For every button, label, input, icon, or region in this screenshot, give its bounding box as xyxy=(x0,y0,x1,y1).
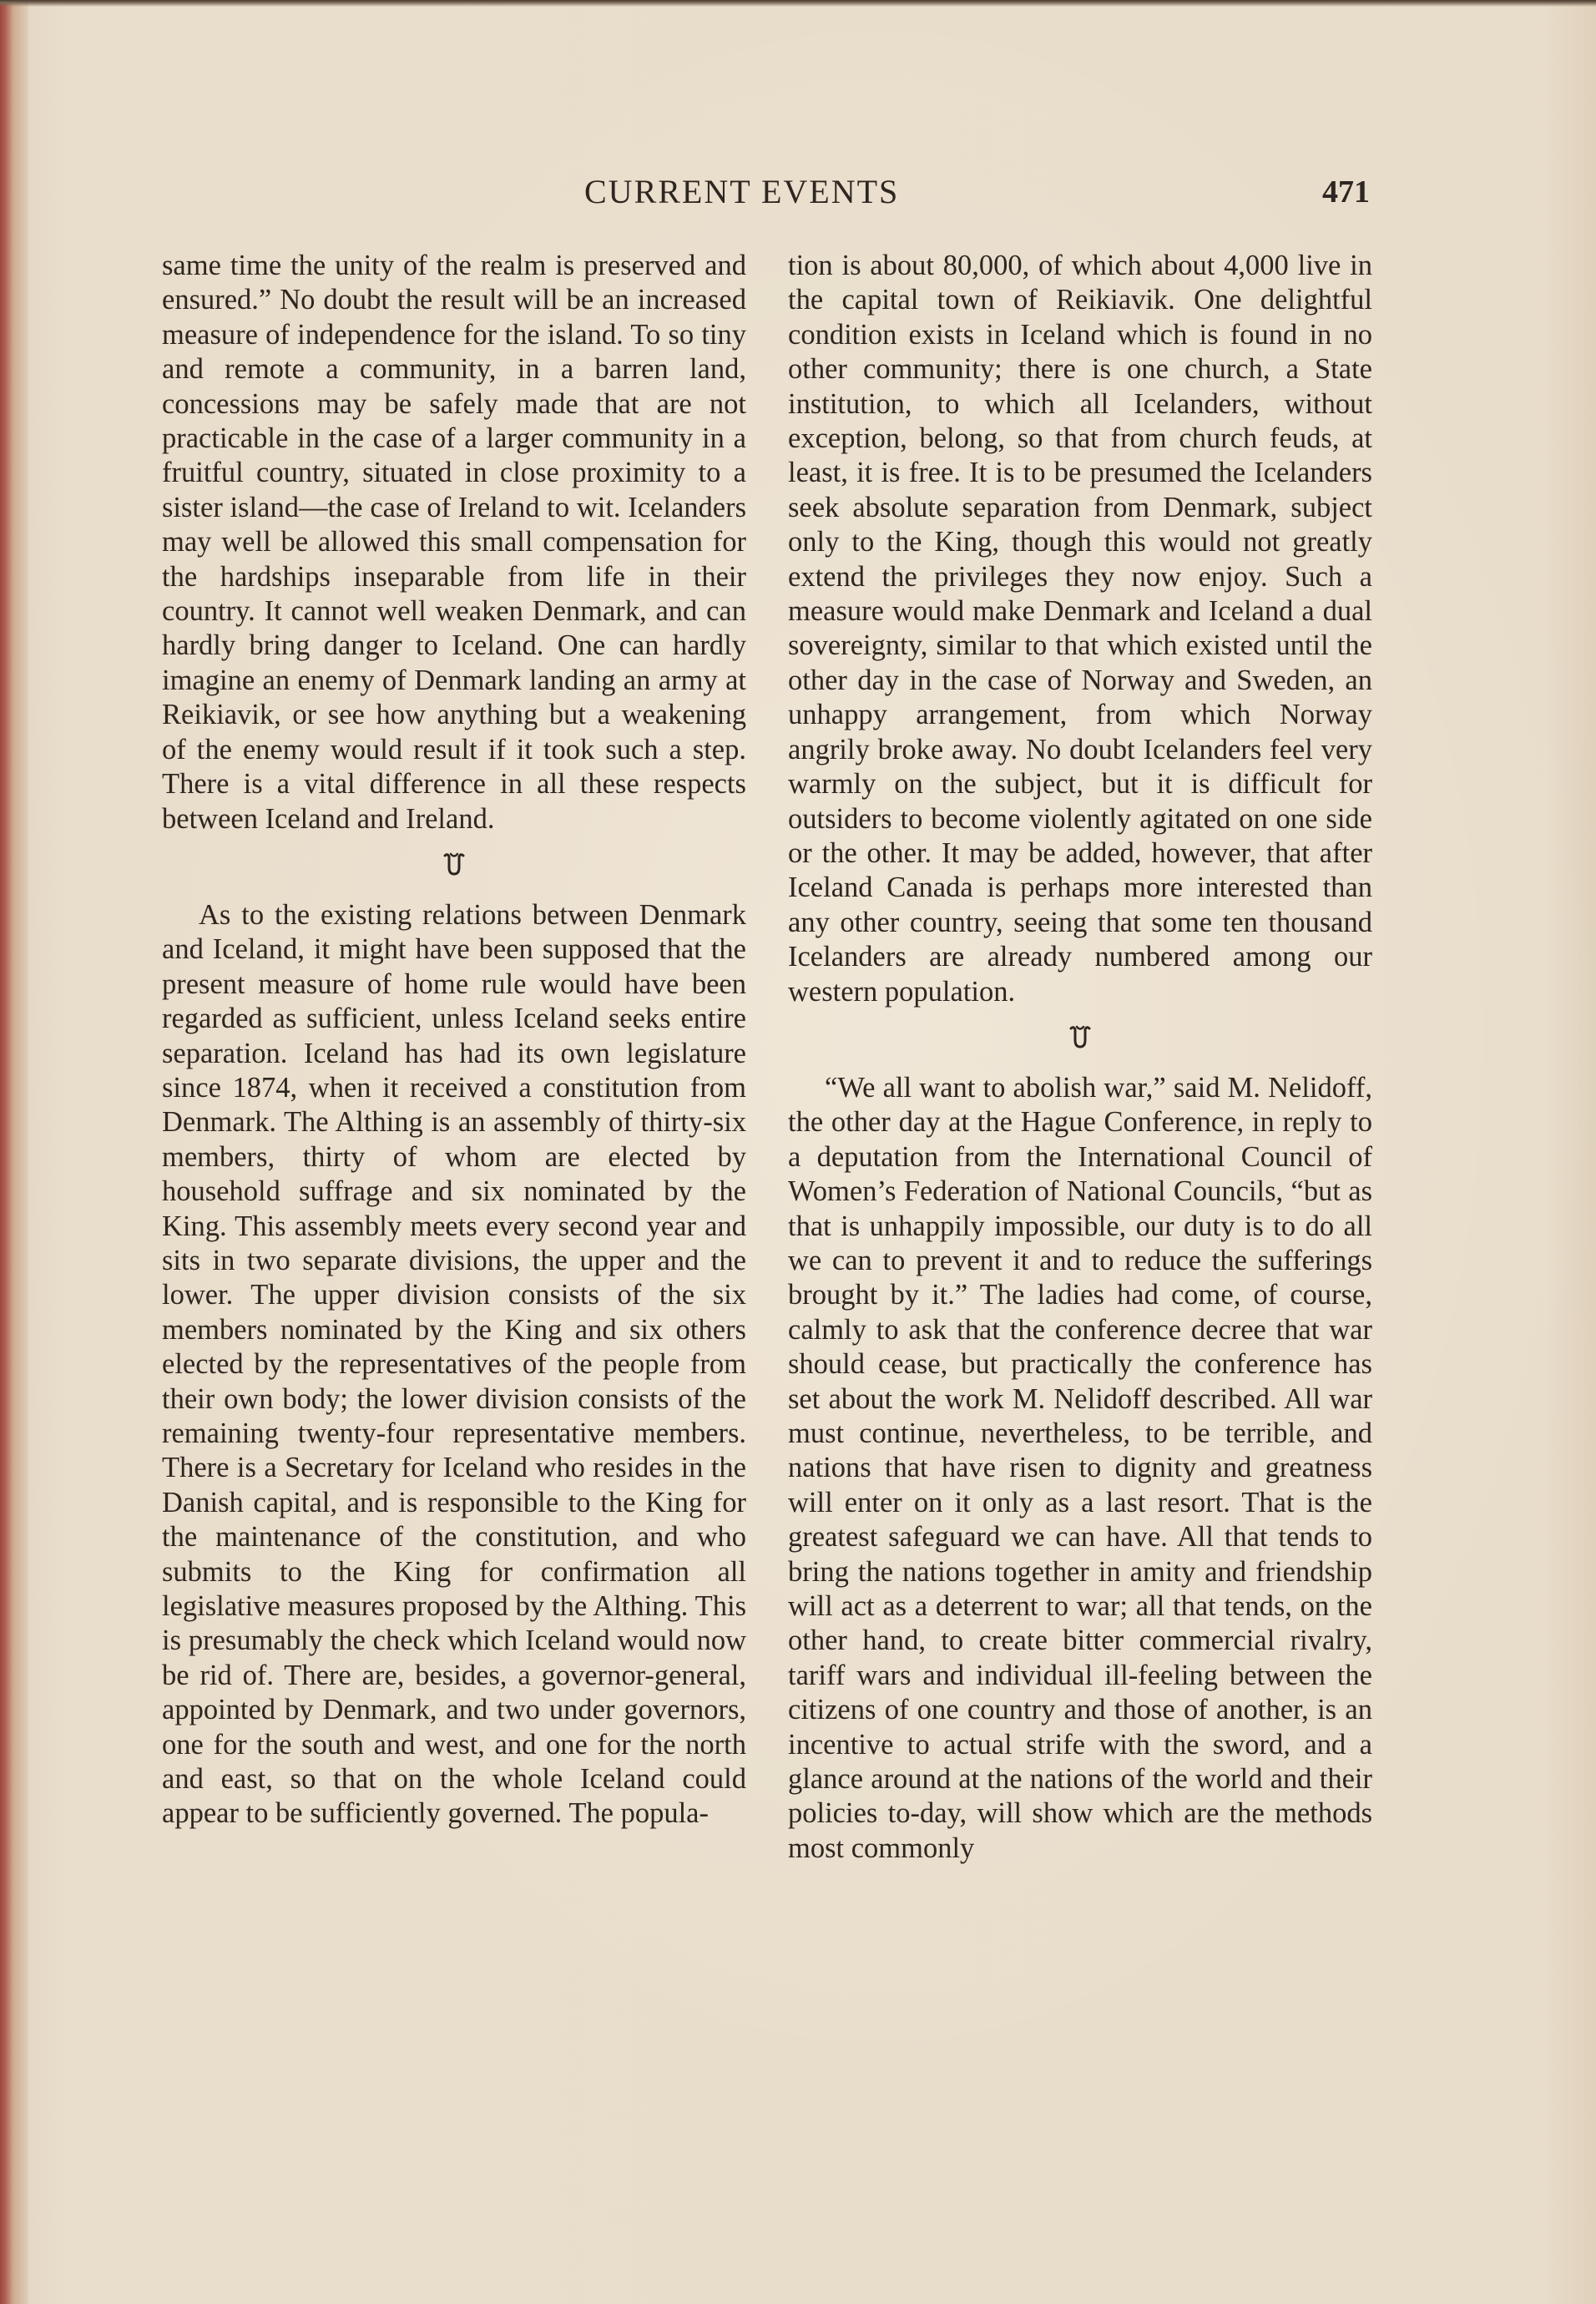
section-ornament-1 xyxy=(162,841,746,882)
right-paragraph-2: “We all want to abolish war,” said M. Nelidoff, the other day at the Hague Conference, in reply to a deputation from the International Council of Women’s Federation of National Councils, “but as that is unhappily impossible, our duty is to do all we can to prevent it and to reduce the sufferings brought by it.” The ladies had come, of course, calmly to ask that the conference decree that war should cease, but practically the conference has set about the work M. Nelidoff described. All war must continue, nevertheless, to be terrible, and nations that have risen to dignity and greatness will enter on it only as a last resort. That is the greatest safeguard we can have. All that tends to bring the nations together in amity and friendship will act as a deterrent to war; all that tends, on the other hand, to create bitter commercial rivalry, tariff wars and individual ill-feeling between the citizens of one country and those of another, is an incentive to actual strife with the sword, and a glance around at the nations of the world and their policies to-day, will show which are the methods most commonly xyxy=(788,1071,1372,1864)
page-top-edge xyxy=(0,0,1596,7)
left-column xyxy=(162,249,746,1832)
fleuron-icon xyxy=(1066,1023,1094,1052)
left-paragraph-1: same time the unity of the realm is preserved and ensured.” No doubt the result will be an increased measure of independence for the island. To so tiny and remote a community, in a barren land, concessions may be safely made that are not practicable in the case of a larger community in a fruitful country, situated in close proximity to a sister island—the case of Ireland to wit. Icelanders may well be allowed this small compensation for the hardships inseparable from life in their country. It cannot well weaken Denmark, and can hardly bring danger to Iceland. One can hardly imagine an enemy of Denmark landing an army at Reikiavik, or see how anything but a weakening of the enemy would result if it took such a step. There is a vital difference in all these respects between Iceland and Ireland. xyxy=(162,250,746,835)
left-paragraph-2: As to the existing relations between Denmark and Iceland, it might have been supposed that the present measure of home rule would have been regarded as sufficient, unless Iceland seeks entire separation. Iceland has had its own legislature since 1874, when it received a constitution from Denmark. The Althing is an assembly of thirty-six members, thirty of whom are elected by household suffrage and six nominated by the King. This assembly meets every second year and sits in two separate divisions, the upper and the lower. The upper division consists of the six members nominated by the King and six others elected by the representatives of the people from their own body; the lower division consists of the remaining twenty-four representative members. There is a Secretary for Iceland who resides in the Danish capital, and is responsible to the King for the maintenance of the constitution, and who submits to the King for confirmation all legislative measures proposed by the Althing. This is presumably the check which Iceland would now be rid of. There are, besides, a governor-general, appointed by Denmark, and two under governors, one for the south and west, and one for the north and east, so that on the whole Iceland could appear to be sufficiently governed. The popula- xyxy=(162,898,746,1830)
page-number: 471 xyxy=(1322,174,1370,210)
fleuron-icon xyxy=(440,851,468,879)
section-ornament-2 xyxy=(788,1014,1372,1054)
page-binding-edge xyxy=(0,0,28,2304)
running-title: CURRENT EVENTS xyxy=(584,173,900,210)
right-paragraph-1: tion is about 80,000, of which about 4,000 live in the capital town of Reikiavik. One delightful condition exists in Iceland which is found in no other community; there is one church, a State institution, to which all Icelanders, without exception, belong, so that from church feuds, at least, it is free. It is to be presumed the Icelanders seek absolute separation from Denmark, subject only to the King, though this would not greatly extend the privileges they now enjoy. Such a measure would make Denmark and Iceland a dual sovereignty, similar to that which existed until the other day in the case of Norway and Sweden, an unhappy arrangement, from which Norway angrily broke away. No doubt Icelanders feel very warmly on the subject, but it is difficult for outsiders to become violently agitated on one side or the other. It may be added, however, that after Iceland Canada is perhaps more interested than any other country, seeing that some ten thousand Icelanders are already numbered among our western population. xyxy=(788,250,1372,1008)
right-column xyxy=(788,249,1372,1866)
